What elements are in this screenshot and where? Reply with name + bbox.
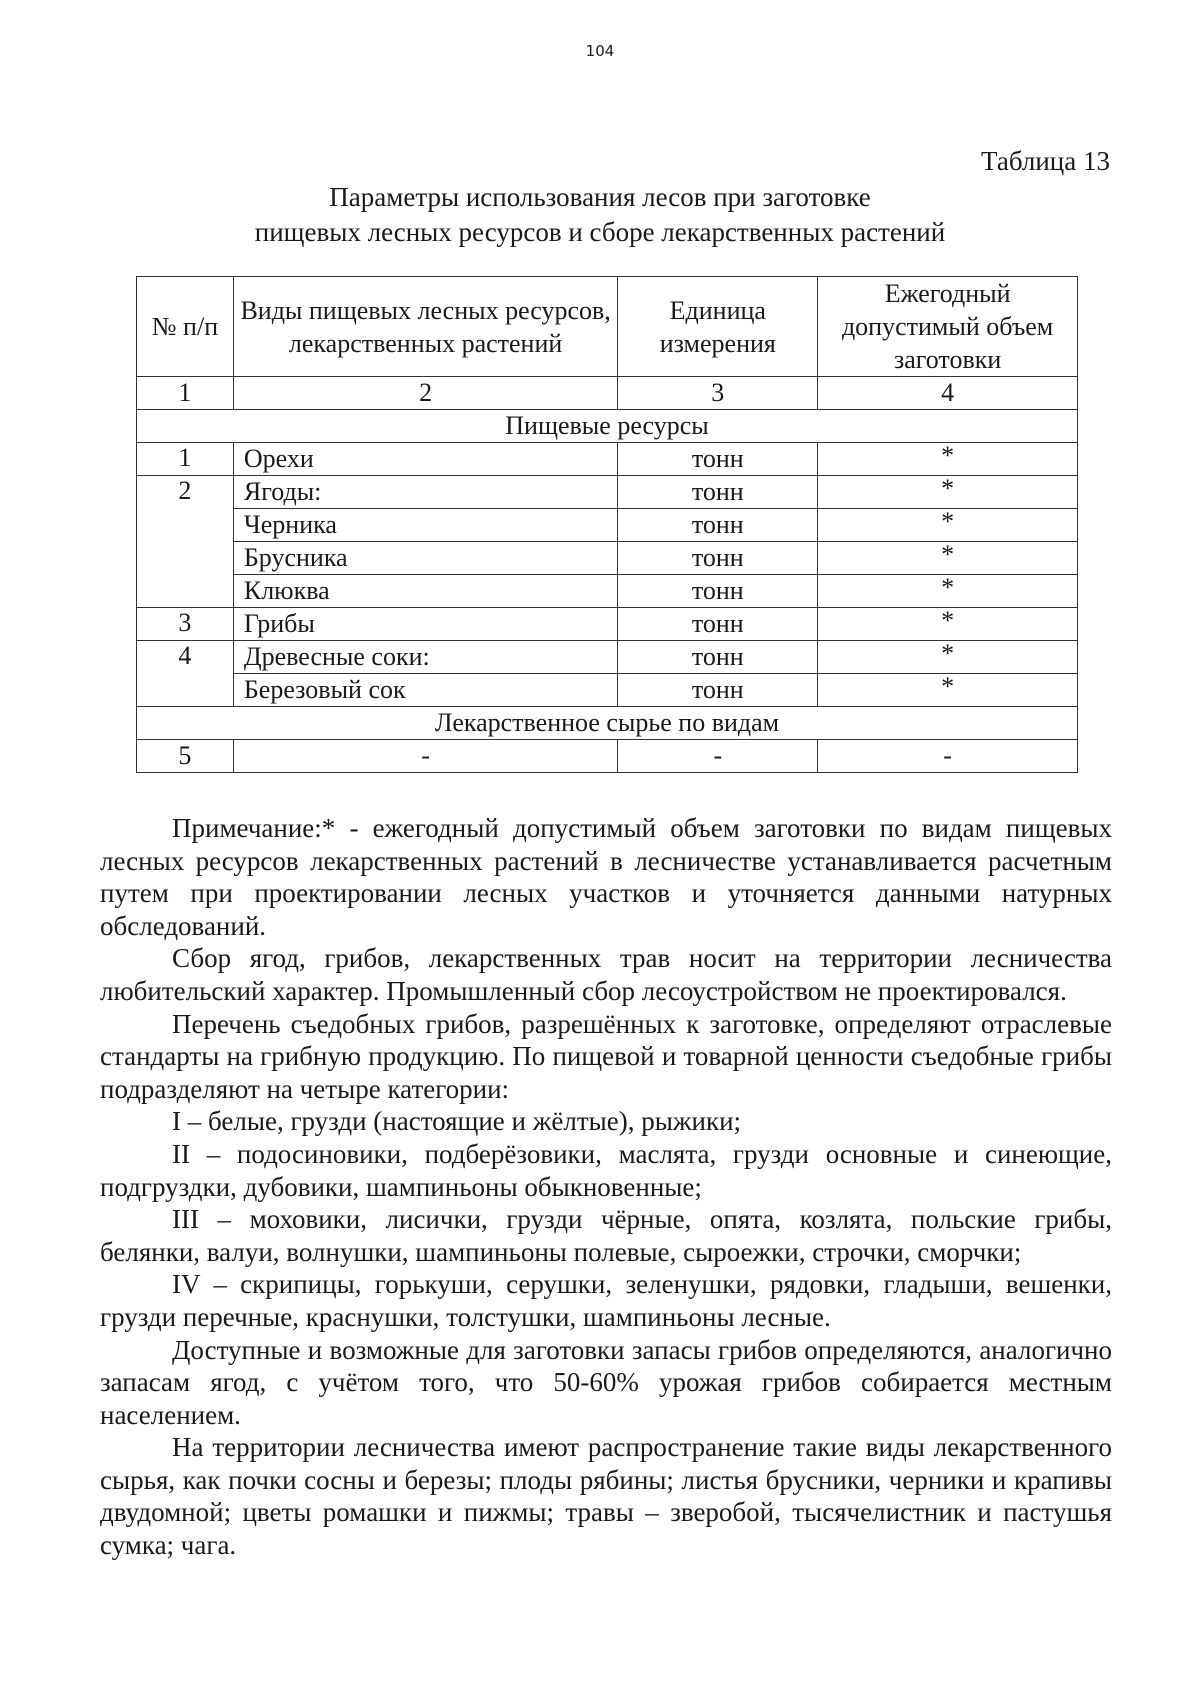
table-header-row — [137, 277, 1078, 377]
column-number-cell: 2 — [233, 377, 618, 410]
row-volume: - — [818, 740, 1078, 773]
row-resource-name: Орехи — [233, 443, 618, 476]
row-resource-name: - — [233, 740, 618, 773]
paragraph-category-4: IV – скрипицы, горькуши, серушки, зеленушки, рядовки, гладыши, вешенки, грузди перечные, краснушки, толстушки, шампиньоны лесные. — [100, 1269, 1112, 1332]
paragraph-medicinal-raw-materials: На территории лесничества имеют распространение такие виды лекарственного сырья, как почки сосны и березы; плоды рябины; листья брусники, черники и крапивы двудомной; цветы ромашки и пижмы; травы – зверобой, тысячелистник и пастушья сумка; чага. — [100, 1432, 1112, 1561]
row-unit: тонн — [618, 542, 818, 575]
column-number-cell: 4 — [818, 377, 1078, 410]
row-number: 1 — [137, 443, 234, 476]
row-resource-name: Черника — [233, 509, 618, 542]
row-resource-name: Брусника — [233, 542, 618, 575]
row-volume: * — [818, 443, 1078, 476]
header-resource-type: Виды пищевых лесных ресурсов, лекарственных растений — [233, 277, 618, 377]
paragraph-category-2: II – подосиновики, подберёзовики, маслята, грузди основные и синеющие, подгруздки, дубовики, шампиньоны обыкновенные; — [100, 1138, 1112, 1202]
row-unit: тонн — [618, 509, 818, 542]
header-annual-volume: Ежегодный допустимый объем заготовки — [818, 277, 1078, 377]
table-title-line-1: Параметры использования лесов при заготовке — [329, 182, 871, 212]
table-row — [137, 575, 1078, 608]
table-row — [137, 740, 1078, 773]
table-title — [0, 180, 1200, 250]
table-row — [137, 608, 1078, 641]
body-text — [100, 812, 1112, 1562]
section-food-resources: Пищевые ресурсы — [137, 410, 1078, 443]
row-volume: * — [818, 674, 1078, 707]
row-volume: * — [818, 575, 1078, 608]
row-number: 3 — [137, 608, 234, 641]
table-row — [137, 674, 1078, 707]
row-number: 2 — [137, 476, 234, 608]
row-unit: тонн — [618, 443, 818, 476]
row-volume: * — [818, 509, 1078, 542]
row-unit: тонн — [618, 476, 818, 509]
paragraph-collection-character: Сбор ягод, грибов, лекарственных трав носит на территории лесничества любительский характер. Промышленный сбор лесоустройством не проектировался. — [100, 943, 1112, 1006]
paragraph-category-1: I – белые, грузди (настоящие и жёлтые), рыжики; — [172, 1106, 742, 1137]
row-unit: - — [618, 740, 818, 773]
row-volume: * — [818, 608, 1078, 641]
column-numbers-row — [137, 377, 1078, 410]
row-number: 5 — [137, 740, 234, 773]
row-resource-name: Березовый сок — [233, 674, 618, 707]
table-row — [137, 509, 1078, 542]
row-resource-name: Ягоды: — [233, 476, 618, 509]
row-unit: тонн — [618, 641, 818, 674]
table-row — [137, 542, 1078, 575]
note-paragraph: Примечание:* - ежегодный допустимый объем заготовки по видам пищевых лесных ресурсов лекарственных растений в лесничестве устанавливается расчетным путем при проектировании лесных участков и уточняется данными натурных обследований. — [100, 813, 1112, 941]
section-medicinal-raw-materials: Лекарственное сырье по видам — [137, 707, 1078, 740]
column-number-cell: 3 — [618, 377, 818, 410]
row-resource-name: Клюква — [233, 575, 618, 608]
column-number-cell: 1 — [137, 377, 234, 410]
row-volume: * — [818, 641, 1078, 674]
table-title-line-2: пищевых лесных ресурсов и сборе лекарственных растений — [254, 217, 946, 247]
row-resource-name: Грибы — [233, 608, 618, 641]
table-label: Таблица 13 — [981, 146, 1110, 176]
row-volume: * — [818, 542, 1078, 575]
paragraph-mushroom-stocks: Доступные и возможные для заготовки запасы грибов определяются, аналогично запасам ягод, с учётом того, что 50-60% урожая грибов собирается местным населением. — [100, 1334, 1112, 1430]
header-unit: Единица измерения — [618, 277, 818, 377]
row-unit: тонн — [618, 608, 818, 641]
table-row — [137, 476, 1078, 509]
section-row-medicinal — [137, 707, 1078, 740]
table-row — [137, 641, 1078, 674]
page-number: 104 — [585, 42, 615, 60]
section-row-food — [137, 410, 1078, 443]
row-volume: * — [818, 476, 1078, 509]
header-number: № п/п — [137, 277, 234, 377]
resources-table — [136, 276, 1078, 773]
row-unit: тонн — [618, 575, 818, 608]
table-row — [137, 443, 1078, 476]
row-resource-name: Древесные соки: — [233, 641, 618, 674]
paragraph-mushroom-categories-intro: Перечень съедобных грибов, разрешённых к заготовке, определяют отраслевые стандарты на грибную продукцию. По пищевой и товарной ценности съедобные грибы подразделяют на четыре категории: — [100, 1008, 1112, 1104]
paragraph-category-3: III – моховики, лисички, грузди чёрные, опята, козлята, польские грибы, белянки, валуи, волнушки, шампиньоны полевые, сыроежки, строчки, сморчки; — [100, 1204, 1112, 1267]
row-unit: тонн — [618, 674, 818, 707]
row-number: 4 — [137, 641, 234, 707]
